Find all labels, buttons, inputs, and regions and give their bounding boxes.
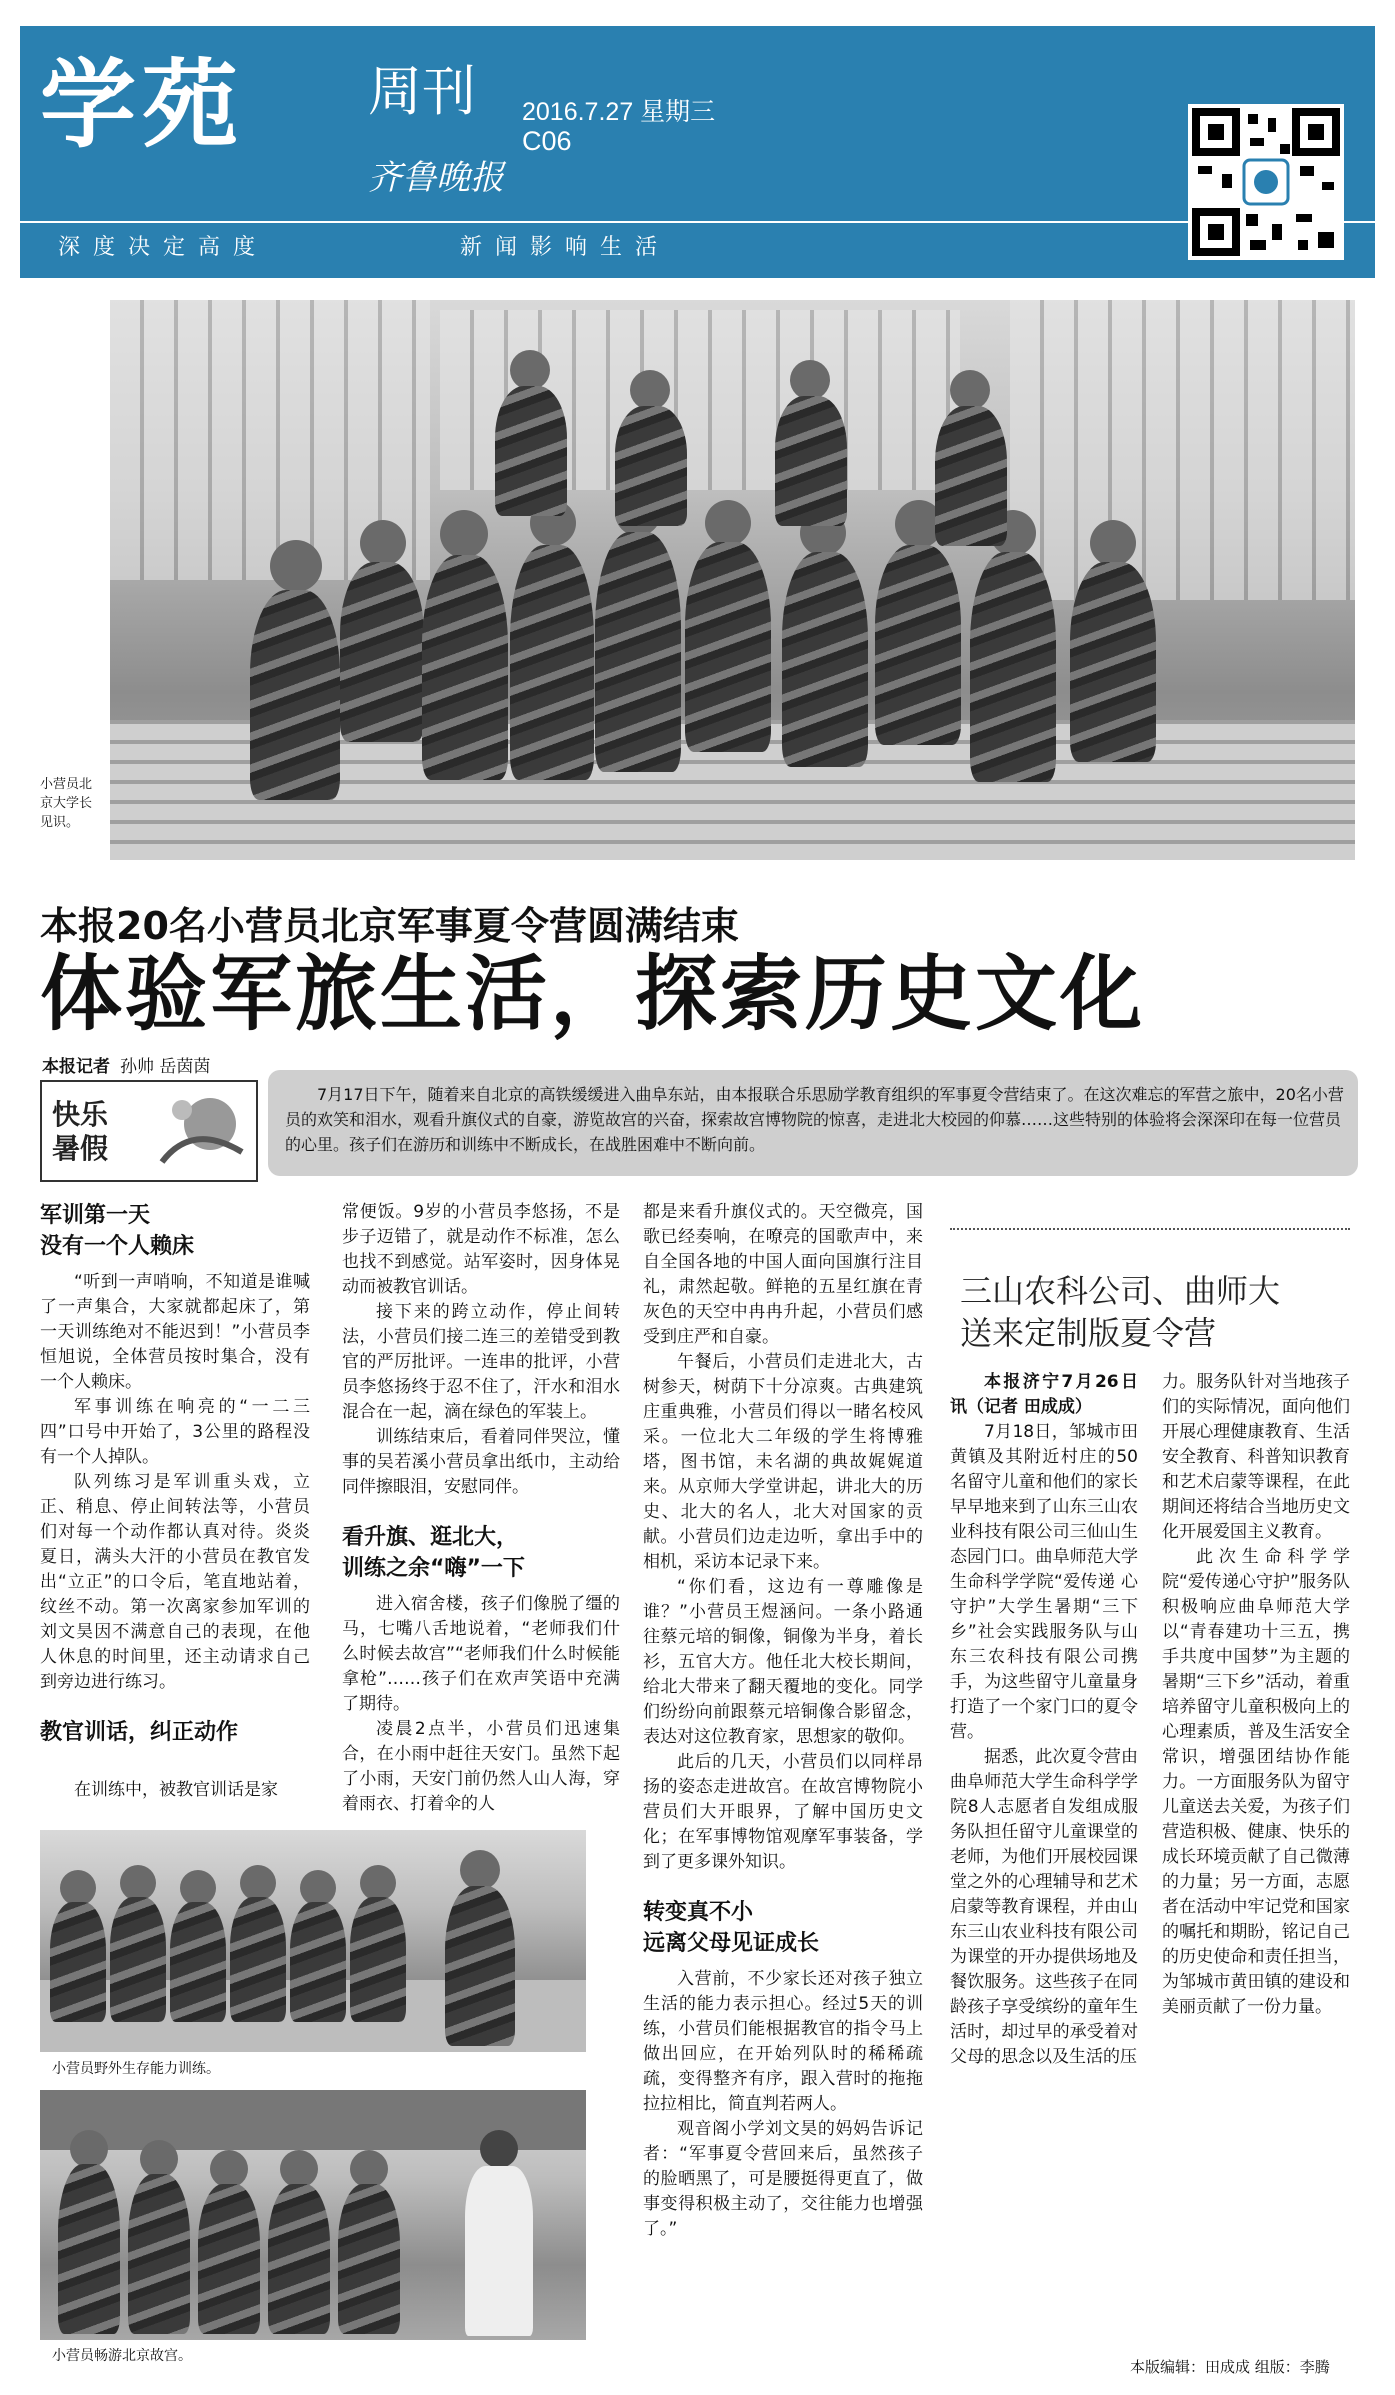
article-column-3 bbox=[643, 1200, 923, 2242]
byline-label: 本报记者 bbox=[42, 1057, 110, 1077]
editor-credits: 本版编辑：田成成 组版：李腾 bbox=[1130, 2358, 1330, 2376]
paragraph: “听到一声哨响，不知道是谁喊了一声集合，大家就都起床了，第一天训练绝对不能迟到！”小营员李恒旭说，全体营员按时集合，没有一个人赖床。 bbox=[40, 1272, 310, 1392]
issue-date: 2016.7.27 星期三 bbox=[522, 98, 716, 126]
paragraph: 军事训练在响亮的“一二三四”口号中开始了，3公里的路程没有一个人掉队。 bbox=[40, 1397, 310, 1467]
article-column-2 bbox=[342, 1200, 620, 1817]
column-logo-text: 快乐 暑假 bbox=[52, 1098, 109, 1165]
section-heading: 转变真不小 远离父母见证成长 bbox=[643, 1900, 820, 1956]
byline-names: 孙帅 岳茵茵 bbox=[120, 1057, 211, 1077]
paragraph: 训练结束后，看着同伴哭泣，懂事的吴若溪小营员拿出纸巾，主动给同伴擦眼泪，安慰同伴。 bbox=[342, 1427, 620, 1497]
page-number: C06 bbox=[522, 126, 572, 156]
forbidden-city-photo bbox=[40, 2090, 586, 2340]
brand-title: 学苑 bbox=[40, 49, 244, 161]
paper-name: 齐鲁晚报 bbox=[368, 158, 504, 198]
weekly-label: 周刊 bbox=[368, 60, 476, 123]
dateline: 本报济宁7月26日讯（记者 田成成） bbox=[950, 1372, 1138, 1417]
paragraph: 此后的几天，小营员们以同样昂扬的姿态走进故宫。在故宫博物院小营员们大开眼界，了解中国历史文化；在军事博物馆观摩军事装备，学到了更多课外知识。 bbox=[643, 1752, 923, 1872]
side-story-rule bbox=[950, 1228, 1350, 1230]
paragraph: 队列练习是军训重头戏，立正、稍息、停止间转法等，小营员们对每一个动作都认真对待。炎炎夏日，满头大汗的小营员在教官发出“立正”的口令后，笔直地站着，纹丝不动。第一次离家参加军训的刘文昊因不满意自己的表现，在他人休息的时间里，还主动请求自己到旁边进行练习。 bbox=[40, 1472, 310, 1692]
paragraph: 接下来的跨立动作，停止间转法，小营员们接二连三的差错受到教官的严厉批评。一连串的批评，小营员李悠扬终于忍不住了，汗水和泪水混合在一起，滴在绿色的军装上。 bbox=[342, 1302, 620, 1422]
lead-paragraph: 7月17日下午，随着来自北京的高铁缓缓进入曲阜东站，由本报联合乐思励学教育组织的军事夏令营结束了。在这次难忘的军营之旅中，20名小营员的欢笑和泪水，观看升旗仪式的自豪，游览故宫的兴奋，探索故宫博物院的惊喜，走进北大校园的仰慕……这些特别的体验将会深深印在每一位营员的心里。孩子们在游历和训练中不断成长，在战胜困难中不断向前。 bbox=[285, 1085, 1344, 1154]
paragraph: 进入宿舍楼，孩子们像脱了缰的马，七嘴八舌地说着，“老师我们什么时候去故宫”“老师我们什么时候能拿枪”……孩子们在欢声笑语中充满了期待。 bbox=[342, 1594, 620, 1714]
subheadline: 本报20名小营员北京军事夏令营圆满结束 bbox=[40, 904, 739, 948]
paragraph: 都是来看升旗仪式的。天空微亮，国歌已经奏响，在嘹亮的国歌声中，来自全国各地的中国人面向国旗行注目礼，肃然起敬。鲜艳的五星红旗在青灰色的天空中冉冉升起，小营员们感受到庄严和自豪。 bbox=[643, 1202, 923, 1347]
main-photo bbox=[110, 300, 1355, 860]
side-story-column-2 bbox=[1162, 1370, 1350, 2020]
side-story-column-1 bbox=[950, 1370, 1138, 2070]
paragraph: 观音阁小学刘文昊的妈妈告诉记者：“军事夏令营回来后，虽然孩子的脸晒黑了，可是腰挺得更直了，做事变得积极主动了，交往能力也增强了。” bbox=[643, 2119, 923, 2239]
forbidden-city-caption: 小营员畅游北京故宫。 bbox=[52, 2348, 192, 2364]
section-heading: 教官训话，纠正动作 bbox=[40, 1720, 239, 1745]
paragraph: 常便饭。9岁的小营员李悠扬，不是步子迈错了，就是动作不标准，怎么也找不到感觉。站军姿时，因身体晃动而被教官训话。 bbox=[342, 1202, 620, 1297]
paragraph: 此次生命科学学院“爱传递心守护”服务队积极响应曲阜师范大学以“青春建功十三五，携手共度中国梦”为主题的暑期“三下乡”活动，着重培养留守儿童积极向上的心理素质，普及生活安全常识，增强团结协作能力。一方面服务队为留守儿童送去关爱，为孩子们营造积极、健康、快乐的成长环境贡献了自己微薄的力量；另一方面，志愿者在活动中牢记党和国家的嘱托和期盼，铭记自己的历史使命和责任担当，为邹城市黄田镇的建设和美丽贡献了一份力量。 bbox=[1162, 1547, 1350, 2017]
paragraph: 在训练中，被教官训话是家 bbox=[74, 1780, 278, 1800]
paragraph: 午餐后，小营员们走进北大，古树参天，树荫下十分凉爽。古典建筑庄重典雅，小营员们得以一睹名校风采。一位北大二年级的学生将博雅塔，图书馆，未名湖的典故娓娓道来。从京师大学堂讲起，讲北大的历史、北大的名人，北大对国家的贡献。小营员们边走边听，拿出手中的相机，采访本记录下来。 bbox=[643, 1352, 923, 1572]
paragraph: 凌晨2点半，小营员们迅速集合，在小雨中赶往天安门。虽然下起了小雨，天安门前仍然人山人海，穿着雨衣、打着伞的人 bbox=[342, 1719, 620, 1814]
survival-training-photo bbox=[40, 1830, 586, 2052]
paragraph: 据悉，此次夏令营由曲阜师范大学生命科学学院8人志愿者自发组成服务队担任留守儿童课堂的老师，为他们开展校园课堂之外的心理辅导和艺术启蒙等教育课程，并由山东三山农业科技有限公司为课堂的开办提供场地及餐饮服务。这些孩子在同龄孩子享受缤纷的童年生活时，却过早的承受着对父母的思念以及生活的压 bbox=[950, 1747, 1138, 2067]
paragraph: 力。服务队针对当地孩子们的实际情况，面向他们开展心理健康教育、生活安全教育、科普知识教育和艺术启蒙等课程，在此期间还将结合当地历史文化开展爱国主义教育。 bbox=[1162, 1372, 1350, 1542]
section-heading: 军训第一天 没有一个人赖床 bbox=[40, 1203, 195, 1259]
paragraph: 7月18日，邹城市田黄镇及其附近村庄的50名留守儿童和他们的家长早早地来到了山东三山农业科技有限公司三仙山生态园门口。曲阜师范大学生命科学学院“爱传递 心守护”大学生暑期“三下乡”社会实践服务队与山东三农科技有限公司携手，为这些留守儿童量身打造了一个家门口的夏令营。 bbox=[950, 1422, 1138, 1742]
slogan-right: 新闻影响生活 bbox=[460, 235, 671, 260]
byline bbox=[42, 1052, 210, 1077]
main-photo-caption: 小营员北京大学长见识。 bbox=[40, 777, 93, 830]
survival-training-caption: 小营员野外生存能力训练。 bbox=[52, 2061, 220, 2077]
headline: 体验军旅生活，探索历史文化 bbox=[40, 947, 1146, 1042]
section-heading: 看升旗、逛北大， 训练之余“嗨”一下 bbox=[342, 1525, 525, 1581]
side-story-title: 三山农科公司、曲师大 送来定制版夏令营 bbox=[960, 1272, 1281, 1352]
qr-code-icon[interactable] bbox=[1188, 104, 1344, 260]
paragraph: 入营前，不少家长还对孩子独立生活的能力表示担心。经过5天的训练，小营员们能根据教官的指令马上做出回应，在开始列队时的稀稀疏疏，变得整齐有序，跟入营时的拖拖拉拉相比，简直判若两人。 bbox=[643, 1969, 923, 2114]
paragraph: “你们看，这边有一尊雕像是谁？”小营员王煜涵问。一条小路通往蔡元培的铜像，铜像为半身，着长衫，五官大方。他任北大校长期间，给北大带来了翻天覆地的变化。同学们纷纷向前跟蔡元培铜像合影留念，表达对这位教育家，思想家的敬仰。 bbox=[643, 1577, 923, 1747]
article-column-1 bbox=[40, 1200, 310, 1803]
slogan-left: 深度决定高度 bbox=[58, 235, 269, 260]
